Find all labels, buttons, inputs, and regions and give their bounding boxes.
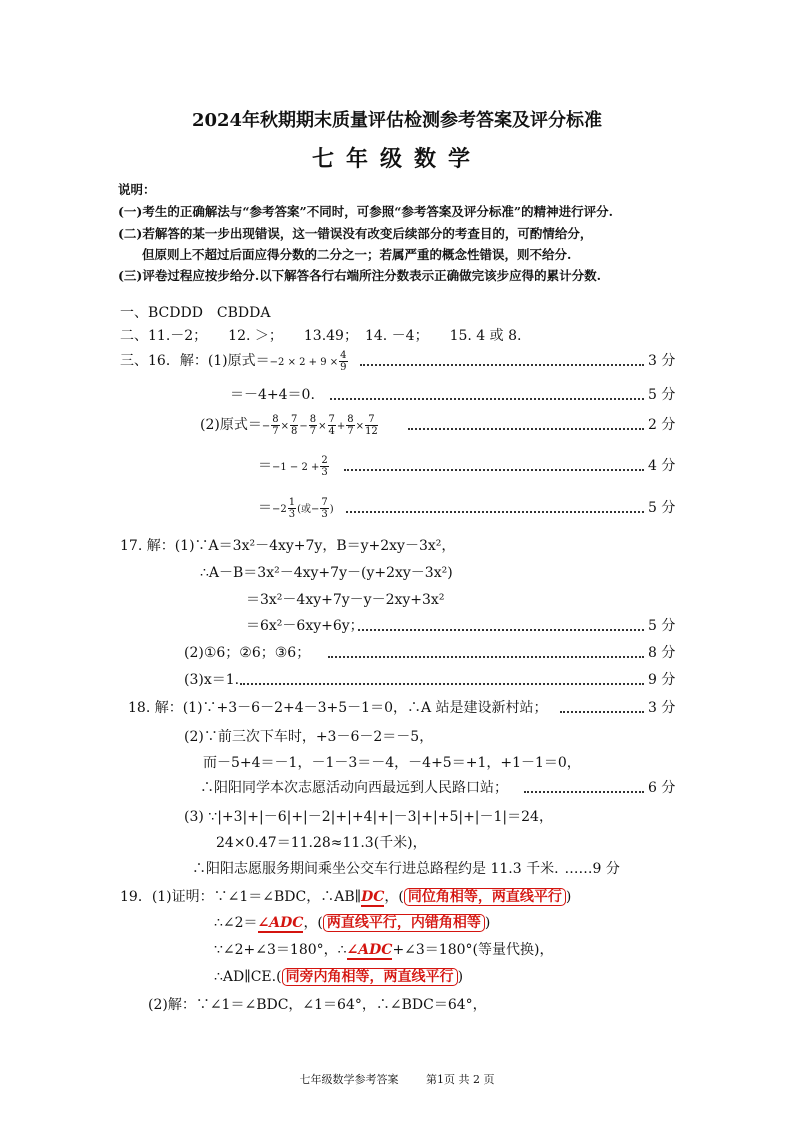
reason-box-3: 同旁内角相等，两直线平行: [282, 968, 458, 986]
score-mark: 9 分: [648, 672, 676, 688]
score-mark: 5 分: [648, 387, 676, 403]
note-2-continued: 但原则上不超过后面应得分数的二分之一；若属严重的概念性错误，则不给分.: [142, 247, 572, 262]
leader-dots: [408, 428, 644, 430]
score-mark: 5 分: [648, 500, 676, 516]
note-2: (二)若解答的某一步出现错误，这一错误没有改变后续部分的考查目的，可酌情给分，: [118, 226, 593, 241]
leader-dots: [346, 511, 644, 513]
score-mark: 3 分: [648, 700, 676, 716]
q16-l1-text: 三、16．解：(1)原式＝: [120, 353, 270, 369]
q16-l1-fraction: $\frac{4}{9}$: [340, 349, 347, 373]
score-mark: 6 分: [648, 780, 676, 796]
q19-line-3: ∵∠2+∠3＝180°，∴∠ADC+∠3＝180°(等量代换)，: [214, 942, 554, 958]
q19-line-5: (2)解：∵∠1＝∠BDC，∠1＝64°，∴∠BDC＝64°，: [148, 997, 487, 1013]
q17-l4-text: ＝6x²－6xy+6y；: [246, 618, 364, 634]
score-mark: 2 分: [648, 417, 676, 433]
q17-line-4: [0, 614, 794, 638]
q16-line-2: [0, 383, 794, 407]
fill-blank-dc: DC: [361, 889, 385, 905]
fill-blank-adc-2: ∠ADC: [346, 942, 393, 958]
q18-line-6: 24×0.47＝11.28≈11.3(千米)，: [216, 835, 427, 851]
q16-l4-expr: −1 − 2 +: [272, 462, 320, 473]
reason-box-2: 两直线平行，内错角相等: [323, 914, 485, 932]
note-3: (三)评卷过程应按步给分.以下解答各行右端所注分数表示正确做完该步应得的累计分数.: [118, 268, 602, 283]
notes-heading: 说明：: [118, 182, 156, 197]
q17-line-2: ∴A－B＝3x²－4xy+7y－(y+2xy－3x²): [200, 565, 453, 581]
leader-dots: [360, 364, 644, 366]
q17-l5-text: (2)①6；②6；③6；: [184, 645, 311, 661]
note-1: (一)考生的正确解法与“参考答案”不同时，可参照“参考答案及评分标准”的精神进行评分.: [118, 204, 613, 219]
leader-dots: [328, 656, 644, 658]
score-mark: 4 分: [648, 458, 676, 474]
q17-line-5: [0, 641, 794, 665]
document-title: 2024年秋期期末质量评估检测参考答案及评分标准: [191, 110, 603, 131]
leader-dots: [358, 629, 644, 631]
q16-l2-text: ＝－4+4＝0.: [230, 387, 315, 403]
q16-l1-expr: −2 × 2 + 9 ×: [269, 357, 339, 368]
footer-doc-name: 七年级数学参考答案: [299, 1073, 399, 1086]
q18-line-7: [0, 857, 794, 881]
leader-dots: [524, 791, 644, 793]
q18-l1-text: 18. 解：(1)∵+3－6－2+4－3+5－1＝0，∴A 站是建设新村站；: [128, 700, 548, 716]
q16-l3-text: (2)原式＝: [200, 417, 262, 433]
score-mark: 5 分: [648, 618, 676, 634]
fill-blank-adc: ∠ADC: [257, 915, 304, 931]
q16-line-1: [0, 349, 794, 373]
q17-line-3: ＝3x²－4xy+7y－y－2xy+3x²: [246, 592, 445, 608]
q16-line-3: (2)原式＝− $\frac{8}{7}$ × $\frac{7}{8}$ − $\frac{8}{7}$ × $\frac{7}{4}$ + $\frac{8}{7}$ × $\frac{7}{12}$ 2 分: [200, 413, 676, 437]
q18-line-1: [0, 696, 794, 720]
section-1-answers: 一、BCDDD CBDDA: [120, 305, 271, 321]
q18-line-4: [0, 776, 794, 800]
q17-line-1: 17. 解：(1)∵A＝3x²－4xy+7y，B＝y+2xy－3x²，: [120, 538, 456, 554]
q18-line-3: 而－5+4＝－1，－1－3＝－4，－4+5＝+1，+1－1＝0，: [203, 755, 581, 771]
q18-l4-text: ∴阳阳同学本次志愿活动向西最远到人民路口站；: [200, 780, 508, 796]
page-footer: [0, 1071, 794, 1087]
leader-dots: [560, 711, 644, 713]
q17-line-6: [0, 668, 794, 692]
leader-dots: [240, 683, 644, 685]
q16-line-5: ＝−2 $\frac{1}{3}$ (或− $\frac{7}{3}$ ) 5 分: [258, 496, 676, 520]
footer-page-number: 第1页 共 2 页: [426, 1073, 495, 1086]
document-subtitle: 七年级数学: [311, 146, 482, 172]
reason-box-1: 同位角相等，两直线平行: [404, 888, 566, 906]
q16-line-4: ＝−1 − 2 + $\frac{2}{3}$ 4 分: [258, 454, 676, 478]
q19-line-1: 19．(1)证明：∵∠1＝∠BDC，∴AB∥DC，( 同位角相等，两直线平行 ): [120, 889, 572, 905]
q18-line-2: (2)∵前三次下车时，+3－6－2＝－5，: [184, 729, 434, 745]
score-mark: 3 分: [648, 353, 676, 369]
q18-line-5: (3) ∵|+3|+|－6|+|－2|+|+4|+|－3|+|+5|+|－1|＝24，: [184, 809, 553, 825]
q17-l6-text: (3)x＝1.: [184, 672, 240, 688]
leader-dots: [330, 398, 644, 400]
q18-l7-text: ∴阳阳志愿服务期间乘坐公交车行进总路程约是 11.3 千米. ……9 分: [192, 861, 620, 877]
q19-line-2: ∴∠2＝∠ADC，( 两直线平行，内错角相等 ): [214, 915, 491, 931]
leader-dots: [344, 469, 644, 471]
q19-line-4: ∴AD∥CE.( 同旁内角相等，两直线平行 ): [214, 969, 464, 985]
score-mark: 8 分: [648, 645, 676, 661]
section-2-answers: 二、11.－2； 12. ＞； 13.49； 14. －4； 15. 4 或 8.: [120, 328, 522, 344]
